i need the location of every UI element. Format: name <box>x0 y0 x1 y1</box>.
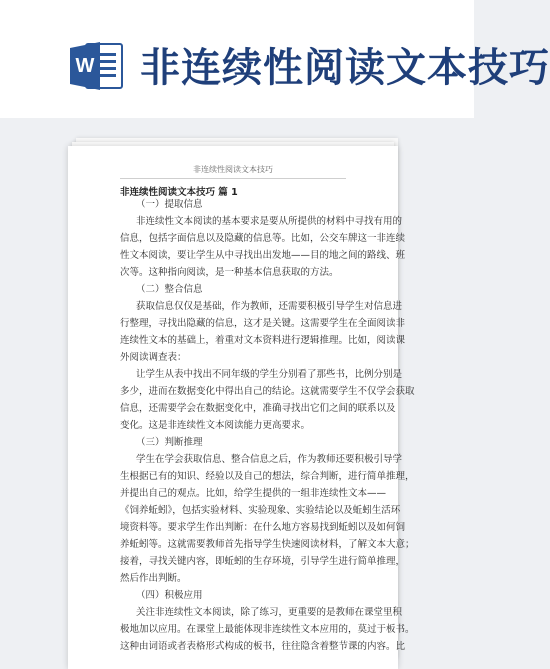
word-document-icon <box>68 38 124 94</box>
body-text-line: 接着，寻找关键内容，即蚯蚓的生存环境，引导学生进行简单推理， <box>120 556 406 567</box>
body-text-line: 极地加以应用。在课堂上最能体现非连续性文本应用的，莫过于板书。 <box>120 624 415 635</box>
body-text-line: 信息，还需要学会在数据变化中，准确寻找出它们之间的联系以及 <box>120 403 396 414</box>
banner <box>0 0 550 118</box>
body-text-line: 信息，包括字面信息以及隐藏的信息等。比如，公交车牌这一非连续 <box>120 233 406 244</box>
document-title: 非连续性阅读文本技巧 篇 1 <box>120 187 238 198</box>
body-text-line: 变化。这是非连续性文本阅读能力更高要求。 <box>120 420 311 431</box>
section-heading: （三）判断推理 <box>136 437 203 448</box>
body-text-line: 行整理，寻找出隐藏的信息，这才是关键。这需要学生在全面阅读非 <box>120 318 406 329</box>
body-text-line: 性文本阅读，要让学生从中寻找出出发地——目的地之间的路线、班 <box>120 250 406 261</box>
section-heading: （一）提取信息 <box>136 199 203 210</box>
body-text-line: 外阅读调查表： <box>120 352 187 363</box>
body-text-line: 生根据已有的知识、经验以及自己的想法，综合判断，进行简单推理， <box>120 471 415 482</box>
body-text-line: 关注非连续性文本阅读，除了练习，更重要的是教师在课堂里积 <box>136 607 403 618</box>
body-text-line: 这种由词语或者表格形式构成的板书，往往隐含着整节课的内容。比 <box>120 641 406 652</box>
body-text-line: 然后作出判断。 <box>120 573 187 584</box>
section-heading: （四）积极应用 <box>136 590 203 601</box>
body-text-line: 非连续性文本阅读的基本要求是要从所提供的材料中寻找有用的 <box>136 216 403 227</box>
banner-title: 非连续性阅读文本技巧 <box>140 45 550 91</box>
body-text-line: 养蚯蚓等。这就需要教师首先指导学生快速阅读材料，了解文本大意； <box>120 539 415 550</box>
body-text-line: 次等。这种指向阅读，是一种基本信息获取的方法。 <box>120 267 339 278</box>
body-text-line: 并提出自己的观点。比如，给学生提供的一组非连续性文本—— <box>120 488 387 499</box>
body-text-line: 多少，进而在数据变化中得出自己的结论。这就需要学生不仅学会获取 <box>120 386 415 397</box>
document-page <box>68 146 415 669</box>
body-text-line: 连续性文本的基础上，着重对文本资料进行逻辑推理。比如，阅读课 <box>120 335 406 346</box>
word-icon-letter: W <box>75 55 95 77</box>
body-text-line: 《饲养蚯蚓》，包括实验材料、实验现象、实验结论以及蚯蚓生活环 <box>120 505 401 516</box>
body-text-line: 获取信息仅仅是基础，作为教师，还需要积极引导学生对信息进 <box>136 301 403 312</box>
body-text-line: 让学生从表中找出不同年级的学生分别看了那些书，比例分别是 <box>136 369 403 380</box>
body-text-line: 境资料等。要求学生作出判断：在什么地方容易找到蚯蚓以及如何饲 <box>120 522 406 533</box>
header-rule <box>120 178 346 179</box>
running-header: 非连续性阅读文本技巧 <box>193 165 273 174</box>
section-heading: （二）整合信息 <box>136 284 203 295</box>
body-text-line: 学生在学会获取信息、整合信息之后，作为教师还要积极引导学 <box>136 454 403 465</box>
